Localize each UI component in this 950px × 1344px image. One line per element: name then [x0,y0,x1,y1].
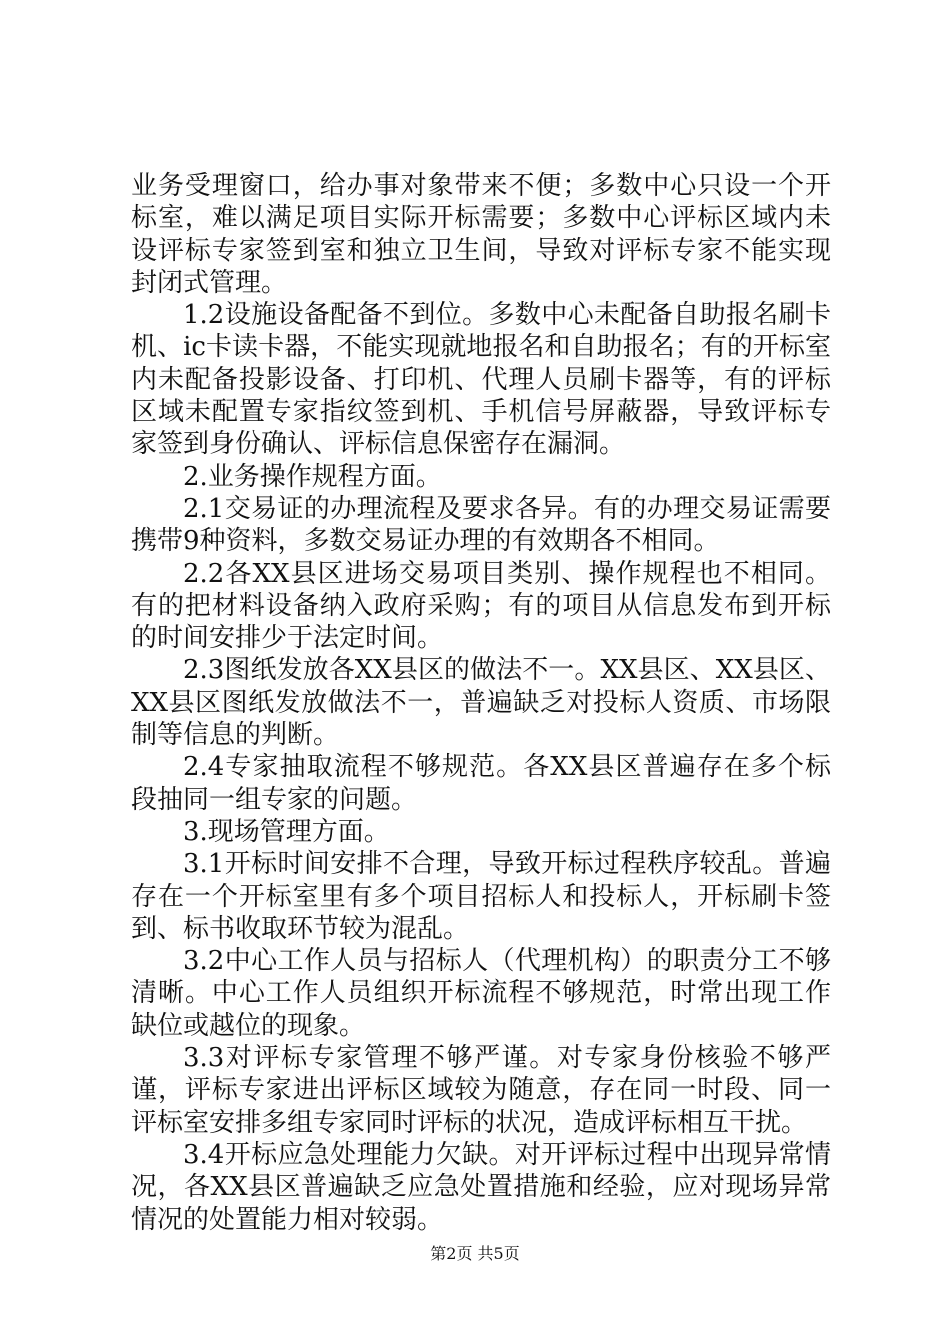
paragraph-2-4: 2.4专家抽取流程不够规范。各XX县区普遍存在多个标段抽同一组专家的问题。 [131,752,831,815]
paragraph-2-1: 2.1交易证的办理流程及要求各异。有的办理交易证需要携带9种资料，多数交易证办理的有效期各不相同。 [131,493,831,557]
page-footer: 第2页 共5页 [430,1244,520,1263]
document-body [131,170,831,1236]
heading-section-3: 3.现场管理方面。 [183,816,390,847]
paragraph-3-2: 3.2中心工作人员与招标人（代理机构）的职责分工不够清晰。中心工作人员组织开标流程不够规范，时常出现工作缺位或越位的现象。 [131,946,831,1041]
paragraph-3-1: 3.1开标时间安排不合理，导致开标过程秩序较乱。普遍存在一个开标室里有多个项目招标人和投标人，开标刷卡签到、标书收取环节较为混乱。 [131,849,831,944]
paragraph-1-2: 1.2设施设备配备不到位。多数中心未配备自助报名刷卡机、ic卡读卡器，不能实现就地报名和自助报名；有的开标室内未配备投影设备、打印机、代理人员刷卡器等，有的评标区域未配置专家指纹签到机、手机信号屏蔽器，导致评标专家签到身份确认、评标信息保密存在漏洞。 [131,300,831,460]
paragraph-continuation: 业务受理窗口，给办事对象带来不便；多数中心只设一个开标室，难以满足项目实际开标需要；多数中心评标区域内未设评标专家签到室和独立卫生间，导致对评标专家不能实现封闭式管理。 [131,171,831,298]
paragraph-2-2: 2.2各XX县区进场交易项目类别、操作规程也不相同。有的把材料设备纳入政府采购；有的项目从信息发布到开标的时间安排少于法定时间。 [131,558,831,654]
paragraph-3-3: 3.3对评标专家管理不够严谨。对专家身份核验不够严谨，评标专家进出评标区域较为随意，存在同一时段、同一评标室安排多组专家同时评标的状况，造成评标相互干扰。 [131,1043,831,1138]
paragraph-3-4: 3.4开标应急处理能力欠缺。对开评标过程中出现异常情况，各XX县区普遍缺乏应急处置措施和经验，应对现场异常情况的处置能力相对较弱。 [131,1139,831,1235]
heading-section-2: 2.业务操作规程方面。 [183,461,442,492]
paragraph-2-3: 2.3图纸发放各XX县区的做法不一。XX县区、XX县区、XX县区图纸发放做法不一，普遍缺乏对投标人资质、市场限制等信息的判断。 [131,655,831,751]
